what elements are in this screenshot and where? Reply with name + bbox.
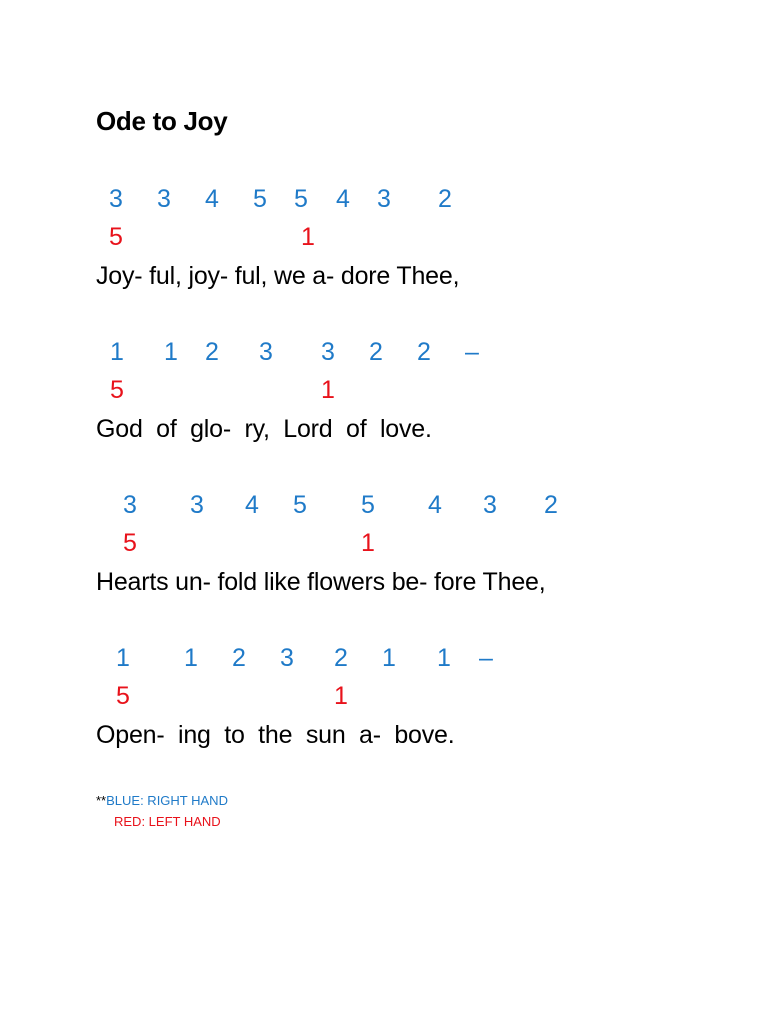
left-hand-note: 1 bbox=[361, 529, 375, 557]
right-hand-note: 4 bbox=[336, 185, 350, 213]
right-hand-note: 1 bbox=[184, 644, 198, 672]
lyric-line: Joy- ful, joy- ful, we a- dore Thee, bbox=[96, 262, 460, 290]
right-hand-note: 1 bbox=[164, 338, 178, 366]
right-hand-note: 3 bbox=[123, 491, 137, 519]
right-hand-note: 4 bbox=[245, 491, 259, 519]
right-hand-note: 5 bbox=[361, 491, 375, 519]
right-hand-note: 2 bbox=[544, 491, 558, 519]
right-hand-note: 2 bbox=[369, 338, 383, 366]
left-hand-note: 1 bbox=[321, 376, 335, 404]
right-hand-note: 3 bbox=[483, 491, 497, 519]
legend-blue-label: BLUE: RIGHT HAND bbox=[106, 793, 228, 808]
left-hand-note: 1 bbox=[301, 223, 315, 251]
lyric-line: Open- ing to the sun a- bove. bbox=[96, 721, 455, 749]
right-hand-note: 1 bbox=[382, 644, 396, 672]
right-hand-note: 2 bbox=[205, 338, 219, 366]
left-hand-note: 1 bbox=[334, 682, 348, 710]
right-hand-note: 3 bbox=[157, 185, 171, 213]
left-hand-note: 5 bbox=[109, 223, 123, 251]
right-hand-note: 4 bbox=[428, 491, 442, 519]
lyric-line: Hearts un- fold like flowers be- fore Thee, bbox=[96, 568, 546, 596]
right-hand-note: 1 bbox=[437, 644, 451, 672]
right-hand-note: 2 bbox=[232, 644, 246, 672]
right-hand-note: 2 bbox=[334, 644, 348, 672]
left-hand-note: 5 bbox=[110, 376, 124, 404]
left-hand-note: 5 bbox=[116, 682, 130, 710]
right-hand-note: 3 bbox=[190, 491, 204, 519]
right-hand-note: 1 bbox=[110, 338, 124, 366]
right-hand-dash: – bbox=[465, 338, 479, 366]
right-hand-note: 3 bbox=[280, 644, 294, 672]
right-hand-note: 3 bbox=[377, 185, 391, 213]
right-hand-note: 1 bbox=[116, 644, 130, 672]
right-hand-note: 3 bbox=[109, 185, 123, 213]
right-hand-note: 4 bbox=[205, 185, 219, 213]
right-hand-note: 3 bbox=[259, 338, 273, 366]
right-hand-note: 5 bbox=[293, 491, 307, 519]
right-hand-dash: – bbox=[479, 644, 493, 672]
legend-left-hand bbox=[114, 814, 221, 829]
legend-prefix: ** bbox=[96, 793, 107, 808]
left-hand-note: 5 bbox=[123, 529, 137, 557]
lyric-line: God of glo- ry, Lord of love. bbox=[96, 415, 432, 443]
legend-right-hand bbox=[96, 793, 228, 808]
page-title: Ode to Joy bbox=[96, 106, 228, 136]
right-hand-note: 5 bbox=[294, 185, 308, 213]
legend-red-label: RED: LEFT HAND bbox=[114, 814, 221, 829]
right-hand-note: 5 bbox=[253, 185, 267, 213]
right-hand-note: 3 bbox=[321, 338, 335, 366]
right-hand-note: 2 bbox=[417, 338, 431, 366]
right-hand-note: 2 bbox=[438, 185, 452, 213]
